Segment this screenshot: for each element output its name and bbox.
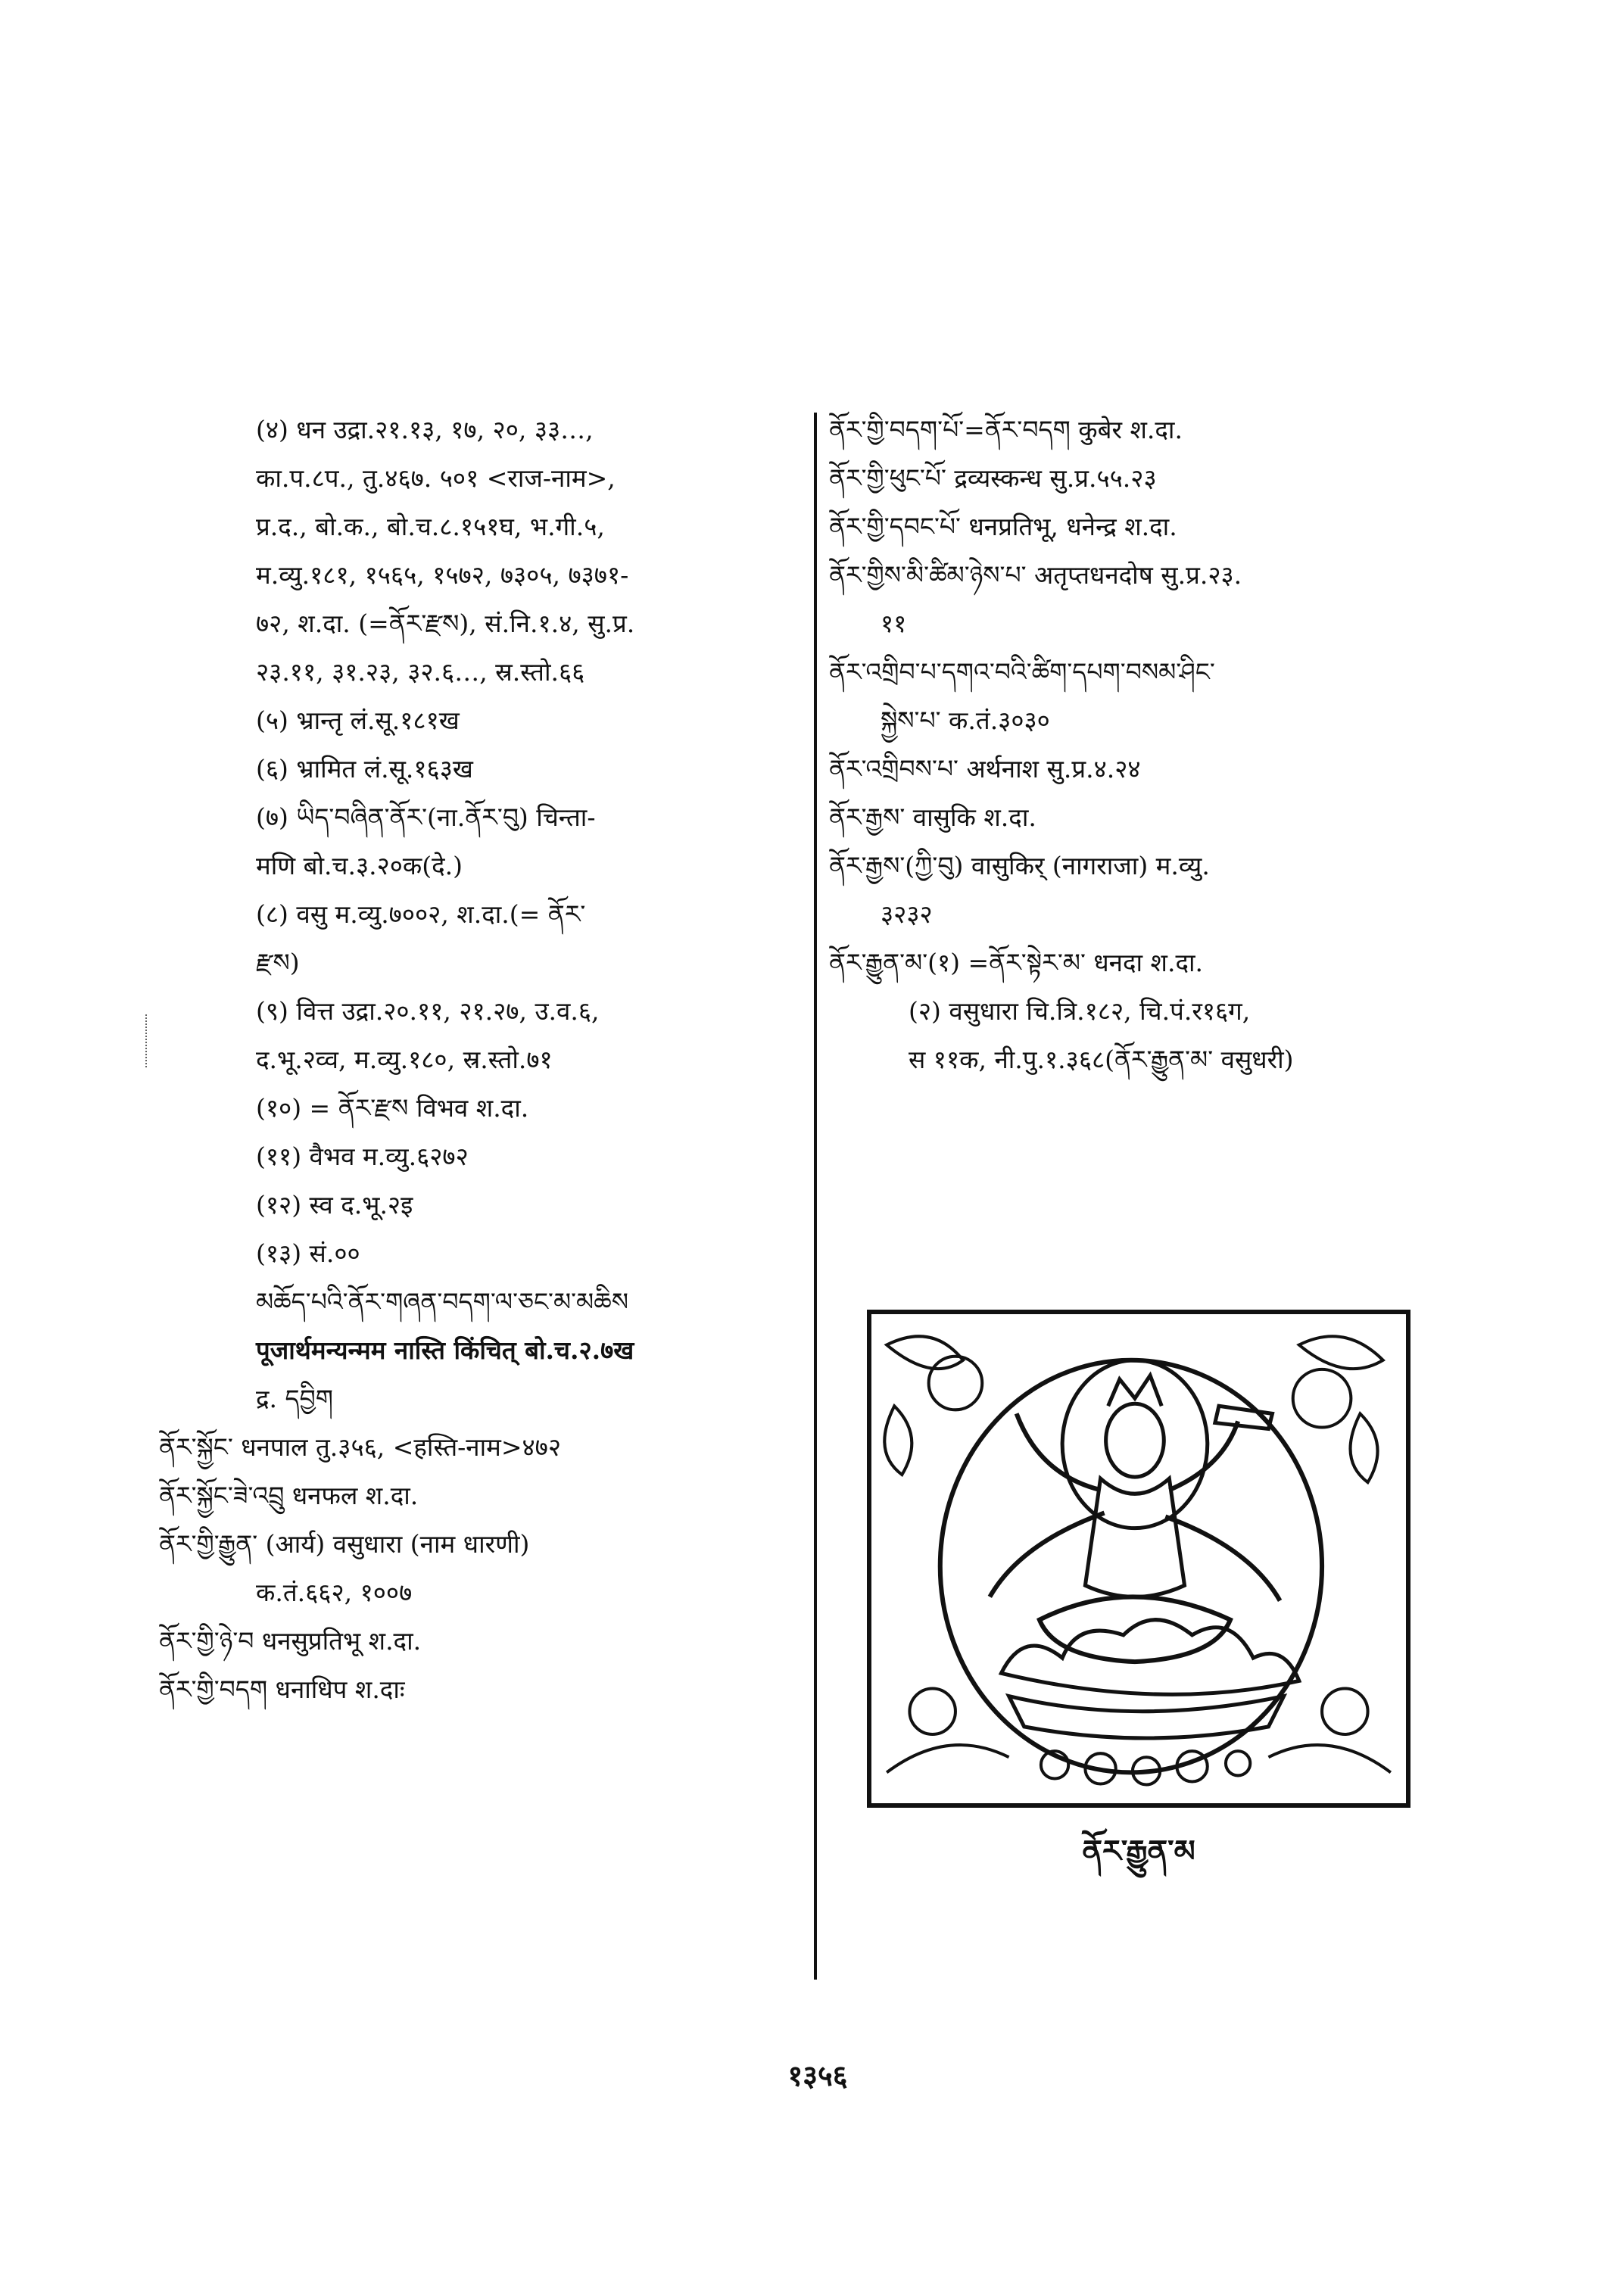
headword-line: ནོར་སྐྱོང་ཟེ་འབྲུ धनफल श.दा.	[159, 1481, 419, 1510]
headword-line: ནོར་གྱི་བདག धनाधिप श.दाः	[159, 1675, 405, 1704]
entry-line: (८) वसु म.व्यु.७००२, श.दा.(= ནོར་	[256, 899, 586, 929]
entry-line: पूजार्थमन्यन्मम नास्ति किंचित् बो.च.२.७ख	[256, 1335, 634, 1365]
column-divider	[814, 413, 817, 1980]
entry-line: म.व्यु.१८१, १५६५, १५७२, ७३०५, ७३७१-	[256, 560, 629, 590]
headword-line: ནོར་གྱི་རྒྱུན་ (आर्य) वसुधारा (नाम धारणी)	[159, 1529, 530, 1559]
entry-line: སྐྱེས་པ་ क.तं.३०३०	[881, 706, 1050, 735]
entry-line: (९) वित्त उद्रा.२०.११, २१.२७, उ.व.६,	[256, 996, 600, 1026]
headword-line: ནོར་གྱི་བདག་པོ་=ནོར་བདག कुबेर श.दा.	[829, 415, 1183, 444]
entry-line: (२) वसुधारा चि.त्रि.१८२, चि.पं.र१६ग,	[909, 996, 1251, 1026]
headword-line: ནོར་འགྲིབ་པ་དགའ་བའི་ཚིག་དཔག་བསམ་ཤིང་	[829, 657, 1215, 687]
entry-line: (११) वैभव म.व्यु.६२७२	[256, 1142, 469, 1171]
entry-line: (५) भ्रान्तृ लं.सू.१८१ख	[256, 706, 460, 735]
entry-line: २३.११, ३१.२३, ३२.६…, स्र.स्तो.६६	[256, 657, 585, 687]
entry-line: མཆོད་པའི་ནོར་གཞན་བདག་ལ་ཅང་མ་མཆིས	[256, 1287, 628, 1316]
headword-line: ནོར་གྱིས་མི་ཚིམ་ཉེས་པ་ अतृप्तधनदोष सु.प्र.२३.	[829, 560, 1242, 590]
entry-line: (१०) = ནོར་རྫས विभव श.दा.	[256, 1093, 529, 1123]
headword-line: ནོར་རྒྱུན་མ་(१) =ནོར་སྟེར་མ་ धनदा श.दा.	[829, 948, 1204, 977]
headword-line: ནོར་འགྲིབས་པ་ अर्थनाश सु.प्र.४.२४	[829, 754, 1141, 784]
entry-line: རྫས)	[256, 948, 300, 977]
figure-caption: ནོར་རྒྱུན་མ	[1082, 1833, 1195, 1869]
entry-line: (७) ཡིད་བཞིན་ནོར་(ना.ནོར་བུ) चिन्ता-	[256, 802, 596, 832]
right-column	[829, 413, 1457, 1091]
headword-line: ནོར་རྒྱས་(ཀྱི་བུ) वासुकिर् (नागराजा) म.व्यु.	[829, 851, 1210, 880]
entry-line: (६) भ्रामित लं.सू.१६३ख	[256, 754, 473, 784]
entry-line: द.भू.२व्व, म.व्यु.१८०, स्र.स्तो.७१	[256, 1045, 553, 1074]
entry-line: (१३) सं.००	[256, 1238, 360, 1268]
entry-line: क.तं.६६२, १००७	[256, 1578, 413, 1607]
headword-line: ནོར་གྱི་དབང་པོ་ धनप्रतिभू, धनेन्द्र श.दा.	[829, 512, 1177, 541]
entry-line: मणि बो.च.३.२०क(दे.)	[256, 851, 463, 880]
entry-line: स ११क, नी.पु.१.३६८(ནོར་རྒྱུན་མ་ वसुधरी)	[909, 1045, 1294, 1074]
deity-illustration	[867, 1310, 1410, 1808]
entry-line: (४) धन उद्रा.२१.१३, १७, २०, ३३…,	[256, 415, 594, 444]
entry-line: ७२, श.दा. (=ནོར་རྫས), सं.नि.१.४, सु.प्र.	[256, 609, 635, 638]
entry-line: (१२) स्व द.भू.२इ	[256, 1190, 413, 1220]
entry-line: ११	[881, 609, 907, 638]
entry-line: प्र.द., बो.क., बो.च.८.१५१घ, भ.गी.५,	[256, 512, 605, 541]
scan-artifact	[145, 1014, 150, 1067]
headword-line: ནོར་སྐྱོང་ धनपाल तु.३५६, <हस्ति-नाम>४७२	[159, 1432, 562, 1462]
entry-line: का.प.८प., तु.४६७. ५०१ <राज-नाम>,	[256, 463, 616, 493]
entry-line: ३२३२	[881, 899, 933, 929]
left-column	[159, 413, 803, 1721]
headword-line: ནོར་གྱི་ཉེ་བ धनसुप्रतिभू श.दा.	[159, 1626, 422, 1656]
entry-line: द्र. དབྱིག	[256, 1384, 333, 1413]
page-number: १३५६	[787, 2058, 848, 2092]
headword-line: ནོར་རྒྱས་ वासुकि श.दा.	[829, 802, 1036, 832]
vasudhara-drawing	[871, 1314, 1406, 1803]
headword-line: ནོར་གྱི་ཕུང་པོ་ द्रव्यस्कन्ध सु.प्र.५५.२३	[829, 463, 1157, 493]
